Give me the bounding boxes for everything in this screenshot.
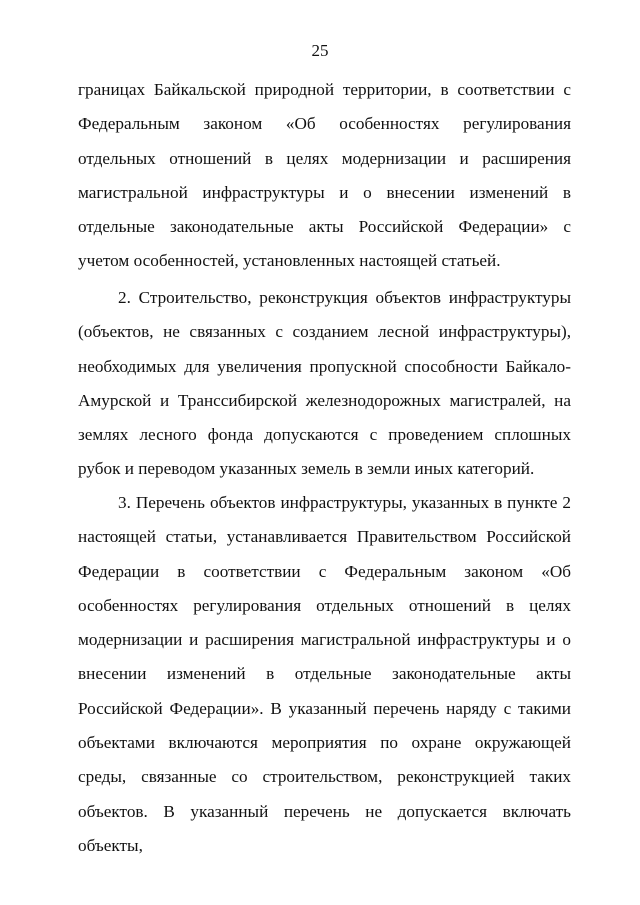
paragraph-item-3: 3. Перечень объектов инфраструктуры, указанных в пункте 2 настоящей статьи, устанавливается Правительством Российской Федерации в соответствии с Федеральным законом «Об особенностях регулирования отдельных отношений в целях модернизации и расширения магистральной инфраструктуры и о внесении изменений в отдельные законодательные акты Российской Федерации». В указанный перечень наряду с такими объектами включаются мероприятия по охране окружающей среды, связанные со строительством, реконструкцией таких объектов. В указанный перечень не допускается включать объекты, bbox=[78, 493, 571, 855]
page-number: 25 bbox=[311, 41, 329, 60]
paragraph-item-2: 2. Строительство, реконструкция объектов инфраструктуры (объектов, не связанных с созданием лесной инфраструктуры), необходимых для увеличения пропускной способности Байкало-Амурской и Транссибирской железнодорожных магистралей, на землях лесного фонда допускаются с проведением сплошных рубок и переводом указанных земель в земли иных категорий. bbox=[78, 288, 571, 479]
paragraph-continuation: границах Байкальской природной территории, в соответствии с Федеральным законом «Об особенностях регулирования отдельных отношений в целях модернизации и расширения магистральной инфраструктуры и о внесении изменений в отдельные законодательные акты Российской Федерации» с учетом особенностей, установленных настоящей статьей. bbox=[78, 80, 571, 271]
